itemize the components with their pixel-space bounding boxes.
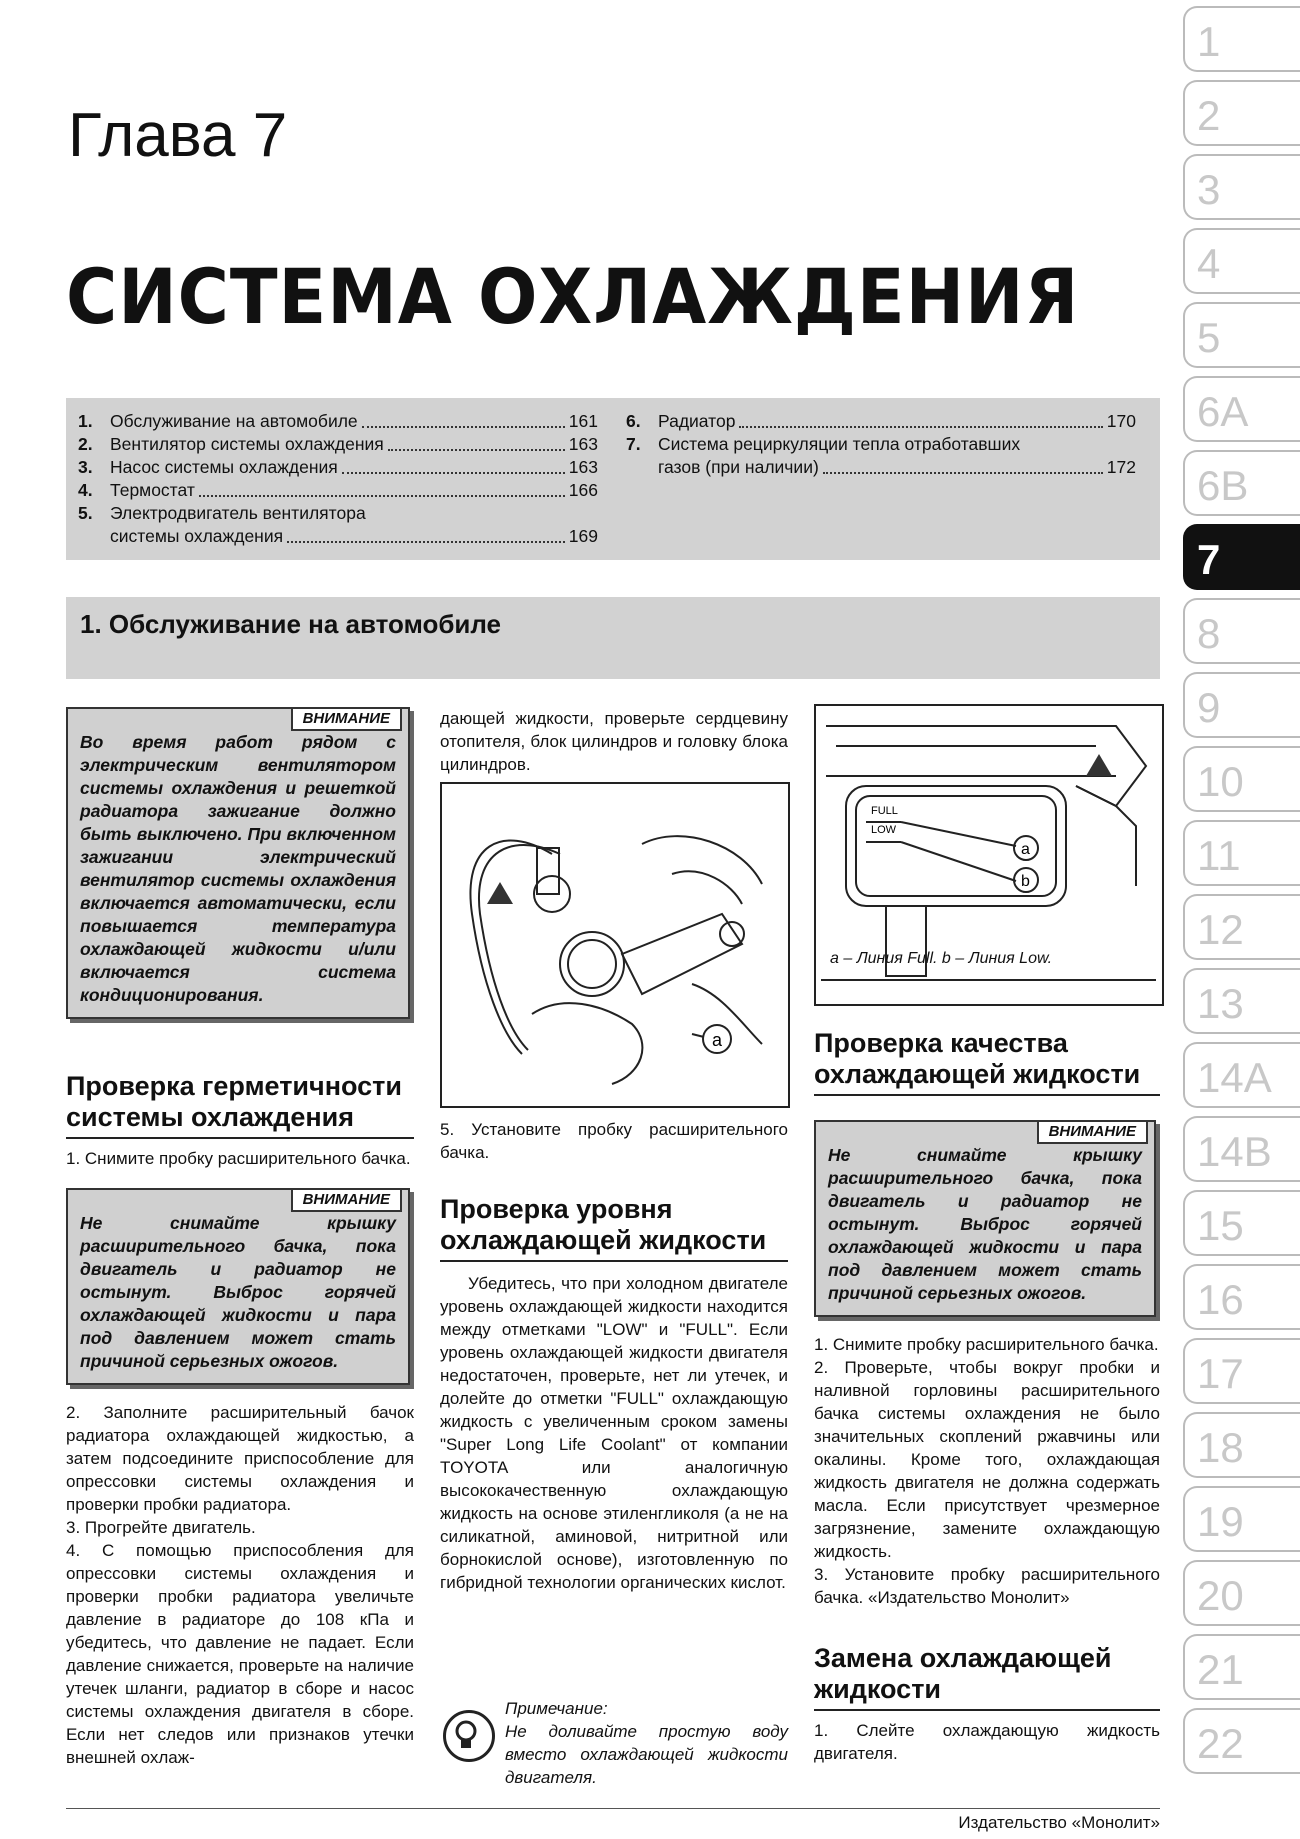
toc-entry[interactable]: 5. Электродвигатель вентилятора <box>78 503 366 523</box>
publisher-footer: Издательство «Монолит» <box>958 1813 1160 1832</box>
warning-text: Не снимайте крышку расширительного бачка, пока двигатель и радиатор не остынут. Выброс горячей охлаждающей жидкости и пара под давлением может стать причиной серьезных ожогов. <box>80 1213 396 1371</box>
chapter-tab[interactable]: 19 <box>1183 1486 1300 1552</box>
column-2-lower <box>440 1118 788 1594</box>
figure-callout-a: a <box>1021 841 1030 858</box>
warning-text: Во время работ рядом с электрическим вентилятором системы охлаждения и решеткой радиатора зажигание должно быть выключено. При включенном зажигании электрический вентилятор системы охлаждения включается автоматически, если повышается температура охлаждающей жидкости и/или включается система кондиционирования. <box>80 732 396 1005</box>
note-title: Примечание: <box>505 1699 608 1718</box>
toc-right-column <box>626 410 1136 479</box>
toc-entry[interactable]: 4. Термостат 166 <box>78 480 598 500</box>
chapter-tab[interactable]: 16 <box>1183 1264 1300 1330</box>
chapter-tab[interactable]: 18 <box>1183 1412 1300 1478</box>
chapter-tab[interactable]: 3 <box>1183 154 1300 220</box>
step-text: 1. Слейте охлаждающую жидкость двигателя. <box>814 1721 1160 1763</box>
chapter-tab[interactable]: 5 <box>1183 302 1300 368</box>
step-text: 4. С помощью приспособления для опрессовки системы охлаждения и проверки пробки радиатора увеличьте давление в радиаторе до 108 кПа и убедитесь, что давление не падает. Если давление снижается, проверьте на наличие утечек шланги, радиатор в сборе и насос системы охлаждения двигателя в сборе. Если нет следов или признаков утечки внешней охлаж- <box>66 1541 414 1767</box>
step-text: 2. Проверьте, чтобы вокруг пробки и наливной горловины расширительного бачка системы охлаждения не было значительных скоплений ржавчины или окалины. Кроме того, охлаждающая жидкость двигателя не должна содержать масла. Если присутствует чрезмерное загрязнение, замените охлаждающую жидкость. <box>814 1358 1160 1561</box>
warning-box <box>66 707 410 1019</box>
pressure-tester-illustration <box>442 784 788 1106</box>
warning-box <box>814 1120 1156 1317</box>
toc-entry[interactable]: 3. Насос системы охлаждения 163 <box>78 457 598 477</box>
column-2 <box>440 707 788 776</box>
chapter-tab[interactable]: 9 <box>1183 672 1300 738</box>
chapter-tab[interactable]: 4 <box>1183 228 1300 294</box>
section-title: 1. Обслуживание на автомобиле <box>80 609 502 639</box>
figure-label-full: FULL <box>871 805 898 817</box>
toc-entry[interactable]: 2. Вентилятор системы охлаждения 163 <box>78 434 598 454</box>
body-text: Убедитесь, что при холодном двигателе уровень охлаждающей жидкости находится между отметками "LOW" и "FULL". Если уровень охлаждающей жидкости двигателя недостаточен, проверьте, нет ли утечек, и долейте до отметки "FULL" охлаждающую жидкость с увеличенным сроком замены "Super Long Life Coolant" от компании TOYOTA или аналогичную высококачественную охлаждающую жидкость на основе этиленгликоля (а не на силикатной, аминовой, нитритной или борнокислой основе), изготовленную по гибридной технологии органических кислот. <box>440 1274 788 1592</box>
column-3 <box>814 1028 1160 1765</box>
chapter-tab[interactable]: 1 <box>1183 6 1300 72</box>
chapter-tab[interactable]: 12 <box>1183 894 1300 960</box>
chapter-tab[interactable]: 6A <box>1183 376 1300 442</box>
note-text: Не доливайте простую воду вместо охлаждающей жидкости двигателя. <box>505 1722 788 1787</box>
chapter-label: Глава 7 <box>68 101 288 170</box>
expansion-tank-figure <box>814 704 1164 1006</box>
table-of-contents <box>66 398 1160 560</box>
pressure-tester-figure <box>440 782 790 1108</box>
note-icon <box>443 1710 495 1762</box>
chapter-tab[interactable]: 10 <box>1183 746 1300 812</box>
subsection-heading: Замена охлаждающей жидкости <box>814 1643 1160 1711</box>
toc-entry[interactable]: 6. Радиатор 170 <box>626 411 1136 431</box>
paragraph-continued: дающей жидкости, проверьте сердцевину отопителя, блок цилиндров и головку блока цилиндров. <box>440 709 788 774</box>
chapter-tab[interactable]: 20 <box>1183 1560 1300 1626</box>
warning-badge: ВНИМАНИЕ <box>1037 1120 1148 1144</box>
figure-caption: a – Линия Full. b – Линия Low. <box>830 950 1053 967</box>
chapter-tab[interactable]: 17 <box>1183 1338 1300 1404</box>
chapter-title: СИСТЕМА ОХЛАЖДЕНИЯ <box>66 252 1080 341</box>
footer-rule <box>66 1808 1160 1809</box>
toc-entry-continued[interactable]: газов (при наличии) 172 <box>658 457 1136 477</box>
chapter-tab[interactable]: 2 <box>1183 80 1300 146</box>
toc-left-column <box>78 410 598 548</box>
chapter-tab[interactable]: 13 <box>1183 968 1300 1034</box>
chapter-tab[interactable]: 14A <box>1183 1042 1300 1108</box>
chapter-tab[interactable]: 22 <box>1183 1708 1300 1774</box>
chapter-tab[interactable]: 21 <box>1183 1634 1300 1700</box>
chapter-tab[interactable]: 6B <box>1183 450 1300 516</box>
subsection-heading: Проверка уровня охлаждающей жидкости <box>440 1194 788 1262</box>
chapter-tab[interactable]: 14B <box>1183 1116 1300 1182</box>
column-1 <box>66 707 414 1769</box>
figure-label-low: LOW <box>871 824 897 836</box>
chapter-tab[interactable]: 8 <box>1183 598 1300 664</box>
section-heading-bar <box>66 597 1160 679</box>
note-block <box>505 1697 788 1789</box>
chapter-tab-active[interactable]: 7 <box>1183 524 1300 590</box>
subsection-heading: Проверка качества охлаждающей жидкости <box>814 1028 1160 1096</box>
chapter-tab[interactable]: 15 <box>1183 1190 1300 1256</box>
step-text: 1. Снимите пробку расширительного бачка. <box>66 1149 411 1168</box>
subsection-heading: Проверка герметичности системы охлаждения <box>66 1071 414 1139</box>
warning-box <box>66 1188 410 1385</box>
step-text: 1. Снимите пробку расширительного бачка. <box>814 1335 1159 1354</box>
toc-entry[interactable]: 7. Система рециркуляции тепла отработавших <box>626 434 1021 454</box>
step-text: 3. Установите пробку расширительного бачка. «Издательство Монолит» <box>814 1565 1160 1607</box>
step-text: 2. Заполните расширительный бачок радиатора охлаждающей жидкостью, а затем подсоедините приспособление для опрессовки системы охлаждения и проверки пробки радиатора. <box>66 1403 414 1514</box>
warning-badge: ВНИМАНИЕ <box>291 1188 402 1212</box>
figure-callout-b: b <box>1021 873 1030 890</box>
step-text: 3. Прогрейте двигатель. <box>66 1518 256 1537</box>
step-text: 5. Установите пробку расширительного бачка. <box>440 1120 788 1162</box>
chapter-tab[interactable]: 11 <box>1183 820 1300 886</box>
toc-entry[interactable]: 1. Обслуживание на автомобиле 161 <box>78 411 598 431</box>
warning-text: Не снимайте крышку расширительного бачка, пока двигатель и радиатор не остынут. Выброс горячей охлаждающей жидкости и пара под давлением может стать причиной серьезных ожогов. <box>828 1145 1142 1303</box>
toc-entry-continued[interactable]: системы охлаждения 169 <box>110 526 598 546</box>
warning-badge: ВНИМАНИЕ <box>291 707 402 731</box>
figure-callout-a: a <box>712 1030 723 1050</box>
